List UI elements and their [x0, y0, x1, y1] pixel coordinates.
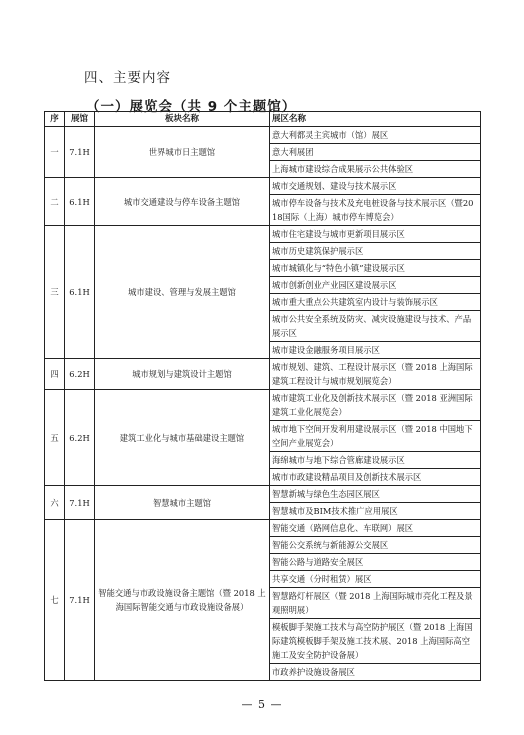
table-row [45, 178, 481, 195]
zone-cell: 城市创新创业产业园区建设展示区 [270, 277, 481, 294]
seq-cell: 四 [45, 359, 65, 390]
section-name-cell: 世界城市日主题馆 [95, 127, 270, 178]
table-row [45, 520, 481, 537]
zone-cell: 智能交通（路网信息化、车联网）展区 [270, 520, 481, 537]
header-zone: 展区名称 [270, 112, 481, 127]
hall-cell: 6.2H [65, 359, 95, 390]
zone-cell: 智慧新城与绿色生态园区展区 [270, 486, 481, 503]
hall-cell: 7.1H [65, 127, 95, 178]
section-name-cell: 城市建设、管理与发展主题馆 [95, 226, 270, 359]
seq-cell: 五 [45, 390, 65, 486]
exhibition-table [44, 111, 481, 681]
section-name-cell: 智能交通与市政设施设备主题馆（暨 2018 上海国际智能交通与市政设施设备展） [95, 520, 270, 681]
seq-cell: 六 [45, 486, 65, 520]
zone-cell: 海绵城市与地下综合管廊建设展示区 [270, 452, 481, 469]
zone-cell: 城市重大重点公共建筑室内设计与装饰展示区 [270, 294, 481, 311]
seq-cell: 七 [45, 520, 65, 681]
section-name-cell: 智慧城市主题馆 [95, 486, 270, 520]
zone-cell: 共享交通（分时租赁）展区 [270, 571, 481, 588]
page-number: — 5 — [241, 698, 283, 711]
header-seq: 序 [45, 112, 65, 127]
table-row [45, 390, 481, 421]
zone-cell: 城市城镇化与“特色小镇”建设展示区 [270, 260, 481, 277]
hall-cell: 6.1H [65, 178, 95, 226]
section-name-cell: 城市交通建设与停车设备主题馆 [95, 178, 270, 226]
section-name-cell: 建筑工业化与城市基础建设主题馆 [95, 390, 270, 486]
hall-cell: 6.1H [65, 226, 95, 359]
zone-cell: 城市住宅建设与城市更新项目展示区 [270, 226, 481, 243]
zone-cell: 城市历史建筑保护展示区 [270, 243, 481, 260]
zone-cell: 模板脚手架施工技术与高空防护展区（暨 2018 上海国际建筑模板脚手架及施工技术展、2018 上海国际高空施工及安全防护设备展） [270, 619, 481, 664]
seq-cell: 一 [45, 127, 65, 178]
table-row [45, 127, 481, 144]
seq-cell: 三 [45, 226, 65, 359]
subsection-title: （一）展览会（共 9 个主题馆） [86, 99, 297, 115]
table-header-row [45, 112, 481, 127]
table-row [45, 226, 481, 243]
zone-cell: 智慧路灯杆展区（暨 2018 上海国际城市亮化工程及景观照明展） [270, 588, 481, 619]
header-hall: 展馆 [65, 112, 95, 127]
zone-cell: 智能公路与道路安全展区 [270, 554, 481, 571]
zone-cell: 智慧城市及BIM技术推广应用展区 [270, 503, 481, 520]
zone-cell: 意大利展团 [270, 144, 481, 161]
zone-cell: 城市停车设备与技术及充电桩设备与技术展示区（暨2018国际（上海）城市停车博览会） [270, 195, 481, 226]
hall-cell: 6.2H [65, 390, 95, 486]
header-section: 板块名称 [95, 112, 270, 127]
zone-cell: 城市地下空间开发利用建设展示区（暨 2018 中国地下空间产业展览会） [270, 421, 481, 452]
hall-cell: 7.1H [65, 486, 95, 520]
zone-cell: 意大利都灵主宾城市（馆）展区 [270, 127, 481, 144]
seq-cell: 二 [45, 178, 65, 226]
zone-cell: 城市规划、建筑、工程设计展示区（暨 2018 上海国际建筑工程设计与城市规划展览会） [270, 359, 481, 390]
hall-cell: 7.1H [65, 520, 95, 681]
table-row [45, 359, 481, 390]
zone-cell: 市政养护设施设备展区 [270, 664, 481, 681]
zone-cell: 城市公共安全系统及防灾、减灾设施建设与技术、产品展示区 [270, 311, 481, 342]
table-row [45, 486, 481, 503]
section-name-cell: 城市规划与建筑设计主题馆 [95, 359, 270, 390]
zone-cell: 城市建设金融服务项目展示区 [270, 342, 481, 359]
zone-cell: 城市建筑工业化及创新技术展示区（暨 2018 亚洲国际建筑工业化展览会） [270, 390, 481, 421]
section-title: 四、主要内容 [84, 70, 171, 86]
zone-cell: 城市交通规划、建设与技术展示区 [270, 178, 481, 195]
zone-cell: 上海城市建设综合成果展示公共体验区 [270, 161, 481, 178]
table-body [45, 127, 481, 681]
zone-cell: 城市市政建设精品项目及创新技术展示区 [270, 469, 481, 486]
zone-cell: 智能公交系统与新能源公交展区 [270, 537, 481, 554]
